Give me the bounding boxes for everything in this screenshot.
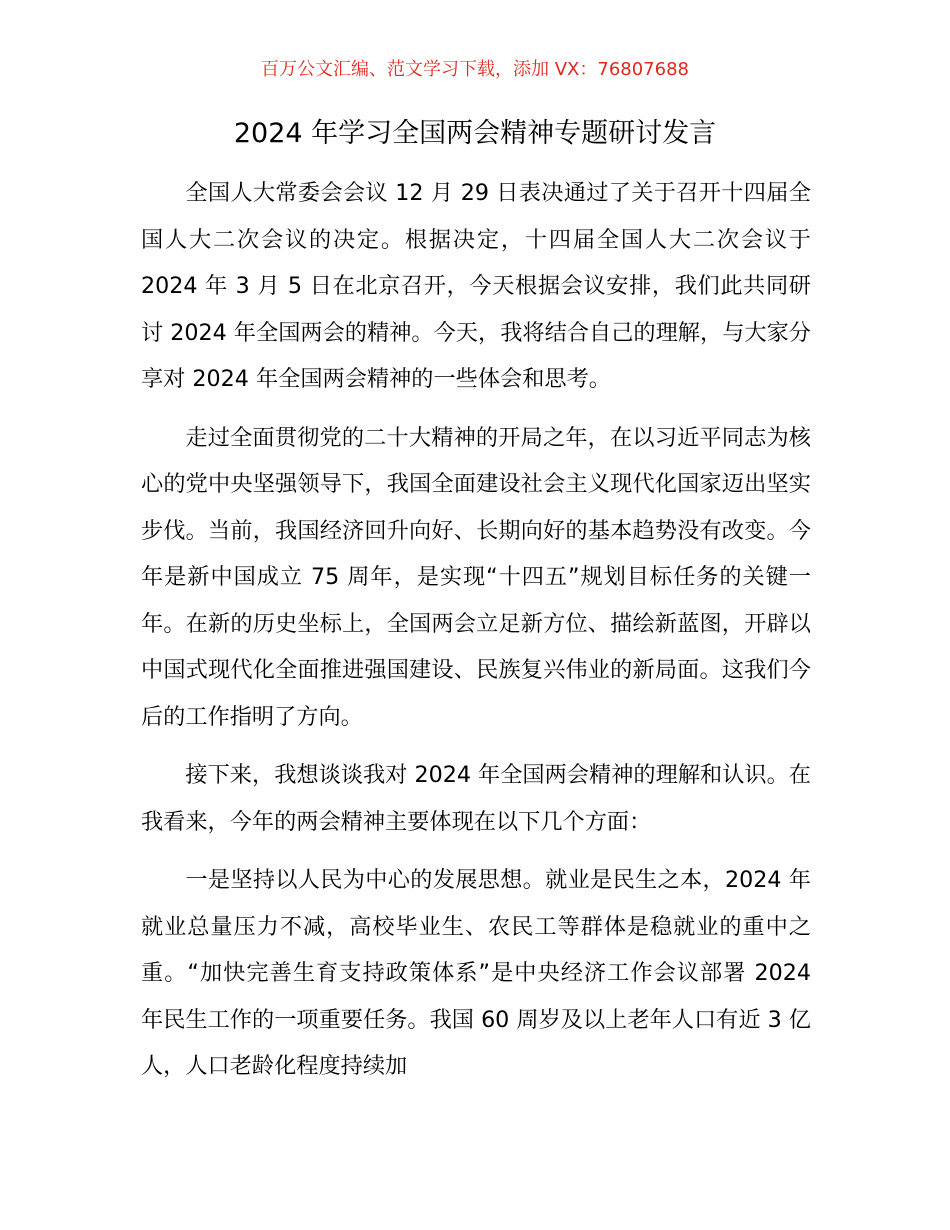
- paragraph: 全国人大常委会会议 12 月 29 日表决通过了关于召开十四届全国人大二次会议的决定。根据决定，十四届全国人大二次会议于 2024 年 3 月 5 日在北京召开，今天根据会议安排，我们此共同研讨 2024 年全国两会的精神。今天，我将结合自己的理解，与大家分享对 2024 年全国两会精神的一些体会和思考。: [141, 180, 811, 392]
- document-title: 2024 年学习全国两会精神专题研讨发言: [233, 118, 717, 149]
- document-body: [141, 170, 811, 1102]
- paragraph: 一是坚持以人民为中心的发展思想。就业是民生之本，2024 年就业总量压力不减，高校毕业生、农民工等群体是稳就业的重中之重。“加快完善生育支持政策体系”是中央经济工作会议部署 2024 年民生工作的一项重要任务。我国 60 周岁及以上老年人口有近 3 亿人，人口老龄化程度持续加: [141, 867, 811, 1079]
- paragraph: 走过全面贯彻党的二十大精神的开局之年，在以习近平同志为核心的党中央坚强领导下，我国全面建设社会主义现代化国家迈出坚实步伐。当前，我国经济回升向好、长期向好的基本趋势没有改变。今年是新中国成立 75 周年，是实现“十四五”规划目标任务的关键一年。在新的历史坐标上，全国两会立足新方位、描绘新蓝图，开辟以中国式现代化全面推进强国建设、民族复兴伟业的新局面。这我们今后的工作指明了方向。: [141, 424, 811, 730]
- watermark-header: 百万公文汇编、范文学习下载，添加 VX：76807688: [261, 59, 689, 80]
- paragraph: 接下来，我想谈谈我对 2024 年全国两会精神的理解和认识。在我看来，今年的两会精神主要体现在以下几个方面：: [141, 762, 811, 835]
